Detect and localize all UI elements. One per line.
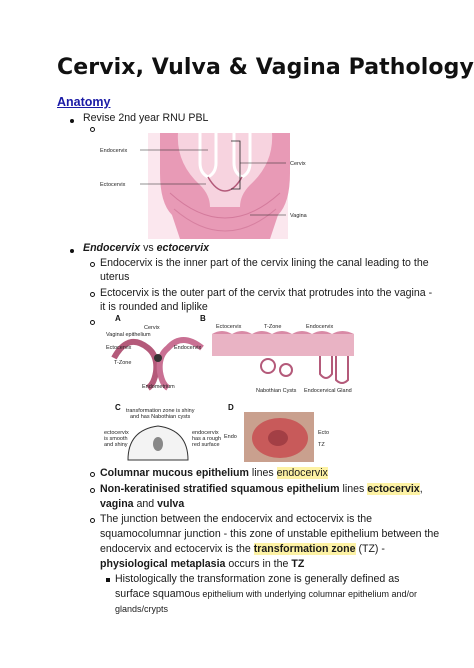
section-heading-anatomy[interactable]: Anatomy [57,95,111,109]
panel-c-left-3: and shiny [104,442,128,448]
endocervix-term: Endocervix [83,242,141,254]
junction-line-4: physiological metaplasia occurs in the TZ [100,558,305,570]
panel-c-top-1: transformation zone is shiny [126,408,195,414]
panel-a-label-endocervix: Endocervix [174,345,202,351]
panel-b-epithelium [212,334,354,356]
panel-letter-d: D [228,403,234,412]
panel-c-left-2: is smooth [104,436,128,442]
cervix-panels-figure [104,312,358,462]
panel-b-label-gland: Endocervical Gland [304,388,352,394]
sub-bullet-circle [90,472,95,477]
panel-c-right-1: endocervix [192,430,219,436]
sub-bullet-circle [90,292,95,297]
endo-vs-ecto-line [83,241,209,255]
panel-a-label-ectocervix: Ectocervix [106,345,132,351]
highlight-endocervix: endocervix [276,467,328,479]
panel-d-label-endo: Endo [224,434,237,440]
panel-c-right-2: has a rough [192,436,222,442]
label-vagina: Vagina [290,213,307,219]
panel-d-label-ecto: Ecto [318,430,330,436]
cervix-anatomy-figure [100,133,350,243]
sub-bullet-circle [90,320,95,325]
nonker-line-1: Non-keratinised stratified squamous epithelium lines ectocervix, [100,483,423,495]
panel-a-label-cervix: Cervix [144,325,160,331]
sub-sub-bullet-square [106,578,110,582]
junction-line-1: The junction between the endocervix and ectocervix is the [100,513,373,525]
panel-c-right-3: red surface [192,442,220,448]
sub-bullet-circle [90,488,95,493]
panel-b-label-endocervix: Endocervix [306,324,334,330]
revise-text: Revise 2nd year RNU PBL [83,112,209,124]
ectocervix-term: ectocervix [156,242,210,254]
panel-c-top-2: and has Nabothian cysts [130,414,191,420]
highlight-ectocervix: ectocervix [367,483,420,495]
endo-def-line-1: Endocervix is the inner part of the cervix lining the canal leading to the [100,257,429,269]
histo-line-1: Histologically the transformation zone is generally defined as [115,573,400,585]
panel-a-label-endometrium: Endometrium [142,384,175,390]
junction-line-2: squamocolumnar junction - this zone of unstable epithelium between the [100,528,440,540]
panel-d-label-tz: TZ [318,442,325,448]
label-endocervix: Endocervix [100,148,128,154]
histo-line-2: surface squamous epithelium with underlying columnar epithelium and/or [115,588,417,600]
endo-def-line-2: uterus [100,271,130,283]
panel-a-label-tzone: T-Zone [114,360,132,366]
panel-letter-c: C [115,403,121,412]
sub-bullet-circle [90,127,95,132]
nonker-line-2: vagina and vulva [100,498,185,510]
sub-bullet-circle [90,518,95,523]
panel-letter-a: A [115,314,121,323]
panel-b-label-nabothian: Nabothian Cysts [256,388,297,394]
sub-bullet-circle [90,262,95,267]
nabothian-cyst [261,359,275,373]
columnar-line: Columnar mucous epithelium lines endocervix [100,467,328,479]
label-cervix: Cervix [290,161,306,167]
ecto-def-line-2: it is rounded and liplike [100,301,208,313]
panel-a-label-vaginal: Vaginal epithelium [106,332,151,338]
bullet-dot [70,249,74,253]
histo-line-3: glands/crypts [115,604,169,614]
highlight-transformation-zone: transformation zone [253,543,356,555]
panel-b-label-tzone: T-Zone [264,324,282,330]
bullet-dot [70,119,74,123]
panel-letter-b: B [200,314,206,323]
panel-b-label-ectocervix: Ectocervix [216,324,242,330]
vs-text: vs [140,242,157,254]
ecto-def-line-1: Ectocervix is the outer part of the cervix that protrudes into the vagina - [100,287,433,299]
junction-line-3: endocervix and ectocervix is the transformation zone (TZ) - [100,543,385,555]
label-ectocervix: Ectocervix [100,182,126,188]
panel-c-left-1: ectocervix [104,430,129,436]
page-title: Cervix, Vulva & Vagina Pathology [57,55,474,80]
